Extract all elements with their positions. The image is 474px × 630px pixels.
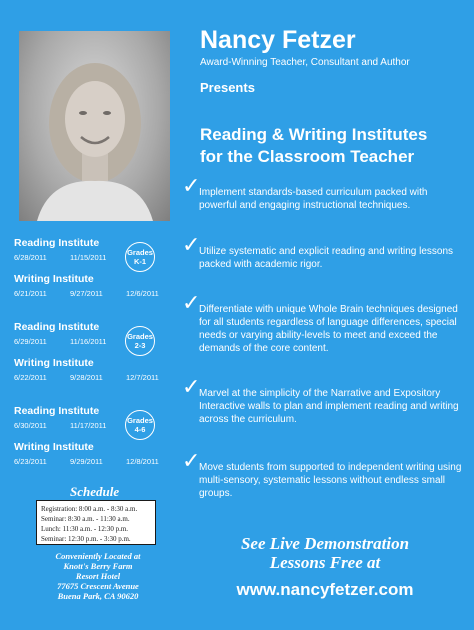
schedule-line: Seminar: 8:30 a.m. - 11:30 a.m. xyxy=(41,515,130,523)
date: 11/16/2011 xyxy=(70,337,107,346)
location-line: Buena Park, CA 90620 xyxy=(57,591,139,601)
grade-value: 4-6 xyxy=(134,425,146,434)
grade-value: K-1 xyxy=(133,257,147,266)
date: 12/8/2011 xyxy=(126,457,159,466)
date: 6/28/2011 xyxy=(14,253,47,262)
bullet-text: Move students from supported to independent writing using multi-sensory, systematic lessons without endless small groups. xyxy=(199,462,462,499)
date: 9/28/2011 xyxy=(70,373,103,382)
reading-institute-title: Reading Institute xyxy=(14,321,100,333)
checkmark-icon: ✓ xyxy=(182,291,201,316)
date: 9/27/2011 xyxy=(70,289,103,298)
bullet-item xyxy=(182,291,462,355)
bullet-text: Utilize systematic and explicit reading and writing lessons packed with academic rigor. xyxy=(199,246,454,270)
writing-institute-title: Writing Institute xyxy=(14,441,94,453)
schedule-title: Schedule xyxy=(70,484,120,499)
grade-label: Grades xyxy=(127,332,153,341)
location-block xyxy=(28,551,168,601)
headline-line-2: for the Classroom Teacher xyxy=(200,147,415,166)
bullet-item xyxy=(182,375,462,426)
bullet-text: Differentiate with unique Whole Brain techniques designed for all students regardless of language differences, special needs or varying ability-levels to meet and exceed the demands of the core content. xyxy=(199,304,458,354)
location-line: 77675 Crescent Avenue xyxy=(57,581,139,591)
headline xyxy=(200,124,427,168)
schedule-line: Lunch: 11:30 a.m. - 12:30 p.m. xyxy=(41,525,129,533)
date: 11/15/2011 xyxy=(70,253,107,262)
checkmark-icon: ✓ xyxy=(182,174,201,199)
reading-institute-title: Reading Institute xyxy=(14,405,100,417)
bullet-text: Marvel at the simplicity of the Narrative and Expository Interactive walls to plan and implement reading and writing across the curriculum. xyxy=(199,388,459,425)
date: 9/29/2011 xyxy=(70,457,103,466)
author-photo xyxy=(19,31,170,221)
promo-line-2: Lessons Free at xyxy=(269,553,381,572)
writing-institute-title: Writing Institute xyxy=(14,273,94,285)
demonstration-promo xyxy=(200,534,450,572)
date: 6/29/2011 xyxy=(14,337,47,346)
schedule-line: Registration: 8:00 a.m. - 8:30 a.m. xyxy=(41,505,138,513)
website-url[interactable]: www.nancyfetzer.com xyxy=(236,580,414,599)
location-line: Knott's Berry Farm xyxy=(63,561,133,571)
presents-label: Presents xyxy=(200,80,255,95)
bullet-item xyxy=(182,174,462,212)
date: 12/7/2011 xyxy=(126,373,159,382)
date: 6/30/2011 xyxy=(14,421,47,430)
headline-line-1: Reading & Writing Institutes xyxy=(200,125,428,144)
checkmark-icon: ✓ xyxy=(182,449,201,474)
grade-value: 2-3 xyxy=(134,341,146,350)
date: 11/17/2011 xyxy=(70,421,107,430)
date: 12/6/2011 xyxy=(126,289,159,298)
presenter-tagline: Award-Winning Teacher, Consultant and Author xyxy=(200,57,410,68)
bullet-item xyxy=(182,449,462,500)
reading-institute-title: Reading Institute xyxy=(14,237,100,249)
grade-label: Grades xyxy=(127,248,153,257)
grade-badge xyxy=(125,410,155,440)
bullet-text: Implement standards-based curriculum packed with powerful and engaging instructional techniques. xyxy=(199,187,428,211)
grade-label: Grades xyxy=(127,416,153,425)
grade-badge xyxy=(125,326,155,356)
checkmark-icon: ✓ xyxy=(182,233,201,258)
schedule-box xyxy=(36,500,156,545)
bullet-item xyxy=(182,233,462,271)
date: 6/21/2011 xyxy=(14,289,47,298)
checkmark-icon: ✓ xyxy=(182,375,201,400)
date: 6/23/2011 xyxy=(14,457,47,466)
grade-badge xyxy=(125,242,155,272)
presenter-name: Nancy Fetzer xyxy=(200,26,356,54)
writing-institute-title: Writing Institute xyxy=(14,357,94,369)
location-line: Conveniently Located at xyxy=(55,551,141,561)
schedule-line: Seminar: 12:30 p.m. - 3:30 p.m. xyxy=(41,535,131,543)
date: 6/22/2011 xyxy=(14,373,47,382)
promo-line-1: See Live Demonstration xyxy=(240,534,410,553)
location-line: Resort Hotel xyxy=(75,571,121,581)
